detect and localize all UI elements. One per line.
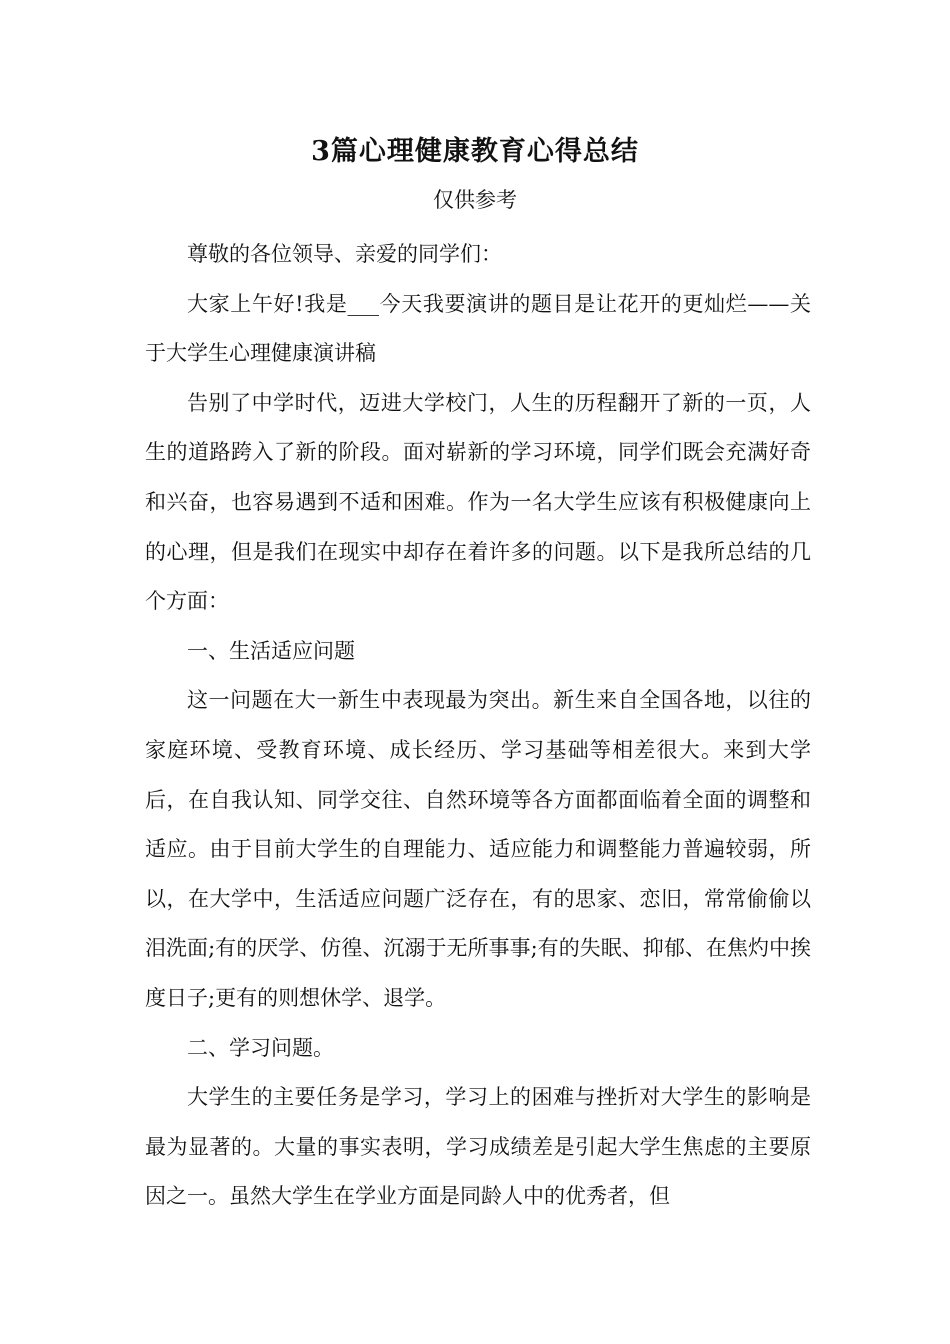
section-1-paragraph: 这一问题在大一新生中表现最为突出。新生来自全国各地，以往的家庭环境、受教育环境、成长经历、学习基础等相差很大。来到大学后，在自我认知、同学交往、自然环境等各方面都面临着全面的调整和适应。由于目前大学生的自理能力、适应能力和调整能力普遍较弱，所以，在大学中，生活适应问题广泛存在，有的思家、恋旧，常常偷偷以泪洗面;有的厌学、仿徨、沉溺于无所事事;有的失眠、抑郁、在焦灼中挨度日子;更有的则想休学、退学。 (145, 688, 811, 1010)
section-2-paragraph: 大学生的主要任务是学习，学习上的困难与挫折对大学生的影响是最为显著的。大量的事实表明，学习成绩差是引起大学生焦虑的主要原因之一。虽然大学生在学业方面是同龄人中的优秀者，但 (145, 1085, 811, 1209)
document-title: 3篇心理健康教育心得总结 (311, 136, 639, 167)
section-heading-2: 二、学习问题。 (187, 1035, 334, 1060)
document-body (145, 230, 811, 1222)
intro-paragraph: 告别了中学时代，迈进大学校门，人生的历程翻开了新的一页，人生的道路跨入了新的阶段。面对崭新的学习环境，同学们既会充满好奇和兴奋，也容易遇到不适和困难。作为一名大学生应该有积极健康向上的心理，但是我们在现实中却存在着许多的问题。以下是我所总结的几个方面： (145, 390, 811, 614)
document-subtitle: 仅供参考 (433, 188, 517, 212)
greeting-paragraph: 大家上午好!我是___今天我要演讲的题目是让花开的更灿烂——关于大学生心理健康演讲稿 (145, 291, 811, 366)
section-heading-1: 一、生活适应问题 (187, 638, 355, 663)
salutation-paragraph: 尊敬的各位领导、亲爱的同学们： (187, 242, 502, 266)
